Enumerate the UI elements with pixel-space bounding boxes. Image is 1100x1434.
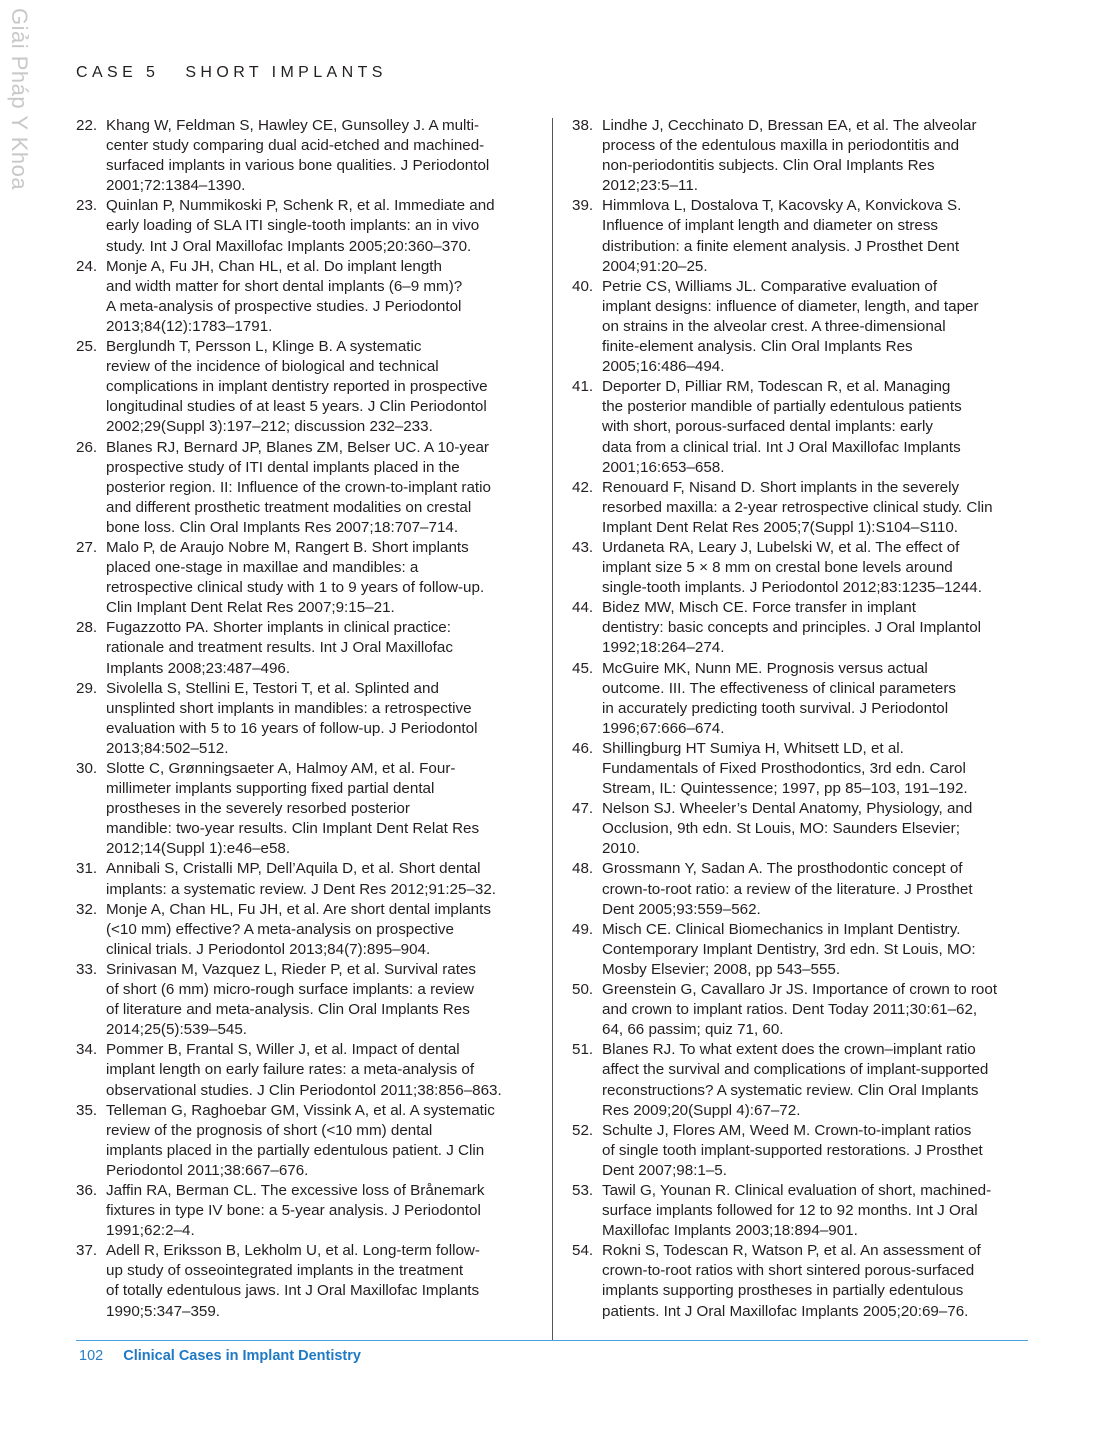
reference-line: clinical trials. J Periodontol 2013;84(7):895–904. — [106, 940, 431, 958]
reference-entry — [572, 277, 1032, 377]
reference-line: Res 2009;20(Suppl 4):67–72. — [602, 1101, 801, 1119]
reference-number: 27. — [76, 538, 98, 556]
reference-line: Adell R, Eriksson B, Lekholm U, et al. Long-term follow- — [106, 1242, 480, 1260]
reference-entry — [572, 1040, 1032, 1120]
reference-line: retrospective clinical study with 1 to 9 years of follow-up. — [106, 579, 485, 597]
reference-line: 2002;29(Suppl 3):197–212; discussion 232–233. — [106, 418, 433, 436]
reference-line: Monje A, Fu JH, Chan HL, et al. Do implant length — [106, 257, 442, 275]
reference-line: Dent 2005;93:559–562. — [602, 900, 761, 918]
reference-line: of single tooth implant-supported restorations. J Prosthet — [602, 1141, 983, 1159]
reference-line: Periodontol 2011;38:667–676. — [106, 1161, 309, 1179]
reference-line: Quinlan P, Nummikoski P, Schenk R, et al. Immediate and — [106, 197, 495, 215]
reference-line: Annibali S, Cristalli MP, Dell’Aquila D, et al. Short dental — [106, 860, 481, 878]
reference-line: 1992;18:264–274. — [602, 639, 725, 657]
watermark-text: Giải Pháp Y Khoa — [7, 8, 32, 191]
reference-line: resorbed maxilla: a 2-year retrospective clinical study. Clin — [602, 498, 993, 516]
reference-line: 2013;84:502–512. — [106, 739, 229, 757]
reference-line: Fugazzotto PA. Shorter implants in clinical practice: — [106, 619, 451, 637]
reference-line: fixtures in type IV bone: a 5-year analysis. J Periodontol — [106, 1202, 481, 1220]
reference-line: (<10 mm) effective? A meta-analysis on prospective — [106, 920, 454, 938]
reference-line: Schulte J, Flores AM, Weed M. Crown-to-implant ratios — [602, 1121, 972, 1139]
reference-line: Occlusion, 9th edn. St Louis, MO: Saunders Elsevier; — [602, 820, 960, 838]
reference-line: center study comparing dual acid-etched and machined- — [106, 137, 485, 155]
reference-line: Srinivasan M, Vazquez L, Rieder P, et al. Survival rates — [106, 960, 477, 978]
reference-line: Petrie CS, Williams JL. Comparative evaluation of — [602, 277, 938, 295]
reference-line: Shillingburg HT Sumiya H, Whitsett LD, et al. — [602, 739, 904, 757]
reference-line: Blanes RJ, Bernard JP, Blanes ZM, Belser UC. A 10-year — [106, 438, 489, 456]
reference-number: 53. — [572, 1181, 594, 1199]
references-left-column — [76, 116, 532, 1322]
reference-line: McGuire MK, Nunn ME. Prognosis versus actual — [602, 659, 928, 677]
reference-line: 2013;84(12):1783–1791. — [106, 317, 273, 335]
reference-number: 24. — [76, 257, 98, 275]
reference-number: 25. — [76, 338, 98, 356]
reference-line: with short, porous-surfaced dental implants: early — [602, 418, 933, 436]
reference-line: Monje A, Chan HL, Fu JH, et al. Are short dental implants — [106, 900, 491, 918]
reference-number: 49. — [572, 920, 594, 938]
reference-line: complications in implant dentistry reported in prospective — [106, 378, 488, 396]
reference-line: implant designs: influence of diameter, length, and taper — [602, 297, 979, 315]
reference-line: placed one-stage in maxillae and mandibles: a — [106, 559, 419, 577]
chapter-title: SHORT IMPLANTS — [185, 64, 387, 81]
reference-line: Renouard F, Nisand D. Short implants in the severely — [602, 478, 960, 496]
reference-number: 33. — [76, 960, 98, 978]
reference-line: Blanes RJ. To what extent does the crown–implant ratio — [602, 1041, 976, 1059]
reference-line: Jaffin RA, Berman CL. The excessive loss of Brånemark — [106, 1181, 485, 1199]
reference-entry — [76, 859, 532, 899]
reference-entry — [572, 377, 1032, 477]
reference-entry — [76, 1040, 532, 1100]
reference-entry — [572, 799, 1032, 859]
reference-line: Khang W, Feldman S, Hawley CE, Gunsolley J. A multi- — [106, 117, 480, 134]
reference-line: Sivolella S, Stellini E, Testori T, et al. Splinted and — [106, 679, 439, 697]
reference-number: 30. — [76, 760, 98, 777]
reference-line: Mosby Elsevier; 2008, pp 543–555. — [602, 960, 841, 978]
reference-line: longitudinal studies of at least 5 years. J Clin Periodontol — [106, 398, 487, 416]
reference-number: 35. — [76, 1101, 98, 1119]
reference-line: review of the incidence of biological and technical — [106, 358, 439, 376]
reference-line: Contemporary Implant Dentistry, 3rd edn. St Louis, MO: — [602, 940, 976, 958]
reference-line: affect the survival and complications of implant-supported — [602, 1061, 989, 1079]
reference-number: 29. — [76, 679, 98, 697]
reference-number: 37. — [76, 1242, 98, 1260]
reference-entry — [76, 960, 532, 1040]
page-number: 102 — [79, 1348, 104, 1364]
reference-line: Implant Dent Relat Res 2005;7(Suppl 1):S104–S110. — [602, 518, 959, 536]
reference-entry — [76, 538, 532, 618]
column-divider — [552, 118, 553, 1340]
reference-number: 32. — [76, 900, 98, 918]
reference-line: early loading of SLA ITI single-tooth implants: an in vivo — [106, 217, 480, 235]
reference-number: 23. — [76, 197, 98, 215]
reference-entry — [76, 900, 532, 960]
reference-line: posterior region. II: Influence of the crown-to-implant ratio — [106, 478, 491, 496]
reference-line: Urdaneta RA, Leary J, Lubelski W, et al. The effect of — [602, 538, 960, 556]
reference-line: 2012;14(Suppl 1):e46–e58. — [106, 840, 291, 858]
reference-number: 40. — [572, 277, 594, 295]
reference-line: crown-to-root ratio: a review of the literature. J Prosthet — [602, 880, 973, 898]
reference-number: 22. — [76, 117, 98, 134]
reference-number: 52. — [572, 1121, 594, 1139]
reference-entry — [572, 739, 1032, 799]
reference-line: implant size 5 × 8 mm on crestal bone levels around — [602, 559, 953, 577]
reference-line: outcome. III. The effectiveness of clinical parameters — [602, 679, 956, 697]
reference-line: non-periodontitis subjects. Clin Oral Implants Res — [602, 157, 935, 175]
reference-line: observational studies. J Clin Periodontol 2011;38:856–863. — [106, 1081, 502, 1099]
reference-number: 42. — [572, 478, 594, 496]
reference-line: Pommer B, Frantal S, Willer J, et al. Impact of dental — [106, 1041, 460, 1059]
reference-line: single-tooth implants. J Periodontol 2012;83:1235–1244. — [602, 579, 982, 597]
reference-number: 47. — [572, 800, 594, 818]
reference-number: 28. — [76, 619, 98, 637]
references-right-column — [572, 116, 1032, 1322]
reference-line: surfaced implants in various bone qualities. J Periodontol — [106, 157, 490, 175]
reference-line: prostheses in the severely resorbed posterior — [106, 800, 410, 818]
reference-line: unsplinted short implants in mandibles: a retrospective — [106, 699, 472, 717]
reference-line: and different prosthetic treatment modalities on crestal — [106, 498, 472, 516]
reference-entry — [572, 1121, 1032, 1181]
reference-line: implant length on early failure rates: a meta-analysis of — [106, 1061, 475, 1079]
reference-line: Bidez MW, Misch CE. Force transfer in implant — [602, 599, 916, 617]
reference-entry — [76, 1241, 532, 1321]
reference-line: 1996;67:666–674. — [602, 719, 725, 737]
reference-line: surface implants followed for 12 to 92 months. Int J Oral — [602, 1202, 978, 1220]
reference-entry — [572, 538, 1032, 598]
reference-line: mandible: two-year results. Clin Implant Dent Relat Res — [106, 820, 480, 838]
page-footer — [79, 1348, 361, 1364]
reference-line: Nelson SJ. Wheeler’s Dental Anatomy, Physiology, and — [602, 800, 973, 818]
reference-entry — [572, 598, 1032, 658]
reference-line: process of the edentulous maxilla in periodontitis and — [602, 137, 960, 155]
reference-entry — [572, 1181, 1032, 1241]
reference-line: study. Int J Oral Maxillofac Implants 2005;20:360–370. — [106, 237, 472, 255]
reference-line: reconstructions? A systematic review. Clin Oral Implants — [602, 1081, 979, 1099]
reference-line: Rokni S, Todescan R, Watson P, et al. An assessment of — [602, 1242, 981, 1260]
running-head — [76, 64, 387, 82]
reference-entry — [76, 337, 532, 437]
reference-line: 1990;5:347–359. — [106, 1302, 221, 1320]
reference-line: in accurately predicting tooth survival. J Periodontol — [602, 699, 949, 717]
reference-line: millimeter implants supporting fixed partial dental — [106, 780, 435, 798]
reference-line: Himmlova L, Dostalova T, Kacovsky A, Konvickova S. — [602, 197, 962, 215]
reference-line: up study of osseointegrated implants in the treatment — [106, 1262, 464, 1280]
reference-number: 36. — [76, 1181, 98, 1199]
reference-line: Stream, IL: Quintessence; 1997, pp 85–103, 191–192. — [602, 780, 968, 798]
reference-line: of literature and meta-analysis. Clin Oral Implants Res — [106, 1001, 470, 1019]
reference-line: implants supporting prostheses in partially edentulous — [602, 1282, 964, 1300]
reference-line: Influence of implant length and diameter on stress — [602, 217, 939, 235]
reference-entry — [76, 759, 532, 859]
reference-line: Grossmann Y, Sadan A. The prosthodontic concept of — [602, 860, 963, 878]
reference-line: rationale and treatment results. Int J Oral Maxillofac — [106, 639, 453, 657]
book-title: Clinical Cases in Implant Dentistry — [123, 1348, 361, 1364]
reference-line: Lindhe J, Cecchinato D, Bressan EA, et al. The alveolar — [602, 117, 977, 134]
reference-line: 2005;16:486–494. — [602, 358, 725, 376]
reference-line: Greenstein G, Cavallaro Jr JS. Importance of crown to root — [602, 981, 998, 999]
reference-line: Tawil G, Younan R. Clinical evaluation of short, machined- — [602, 1181, 992, 1199]
reference-line: 2012;23:5–11. — [602, 177, 698, 195]
reference-entry — [76, 679, 532, 759]
reference-entry — [76, 257, 532, 337]
reference-number: 39. — [572, 197, 594, 215]
reference-number: 38. — [572, 117, 594, 134]
reference-entry — [76, 1101, 532, 1181]
reference-line: crown-to-root ratios with short sintered porous-surfaced — [602, 1262, 975, 1280]
reference-line: implants: a systematic review. J Dent Res 2012;91:25–32. — [106, 880, 497, 898]
reference-line: Maxillofac Implants 2003;18:894–901. — [602, 1222, 858, 1240]
reference-line: 64, 66 passim; quiz 71, 60. — [602, 1021, 784, 1039]
reference-number: 54. — [572, 1242, 594, 1260]
reference-entry — [76, 438, 532, 538]
reference-number: 48. — [572, 860, 594, 878]
reference-entry — [572, 1241, 1032, 1321]
reference-line: Telleman G, Raghoebar GM, Vissink A, et al. A systematic — [106, 1101, 495, 1119]
reference-line: bone loss. Clin Oral Implants Res 2007;18:707–714. — [106, 518, 459, 536]
reference-line: Slotte C, Grønningsaeter A, Halmoy AM, et al. Four- — [106, 760, 456, 777]
reference-line: Dent 2007;98:1–5. — [602, 1161, 727, 1179]
reference-line: 1991;62:2–4. — [106, 1222, 195, 1240]
reference-line: Malo P, de Araujo Nobre M, Rangert B. Short implants — [106, 538, 469, 556]
reference-entry — [572, 920, 1032, 980]
reference-number: 34. — [76, 1041, 98, 1059]
reference-line: prospective study of ITI dental implants placed in the — [106, 458, 460, 476]
reference-line: data from a clinical trial. Int J Oral Maxillofac Implants — [602, 438, 961, 456]
reference-line: review of the prognosis of short (<10 mm) dental — [106, 1121, 433, 1139]
reference-line: finite-element analysis. Clin Oral Implants Res — [602, 338, 913, 356]
reference-entry — [76, 116, 532, 196]
reference-line: of totally edentulous jaws. Int J Oral Maxillofac Implants — [106, 1282, 480, 1300]
reference-line: distribution: a finite element analysis. J Prosthet Dent — [602, 237, 960, 255]
reference-entry — [572, 116, 1032, 196]
reference-number: 44. — [572, 599, 594, 617]
reference-line: implants placed in the partially edentulous patient. J Clin — [106, 1141, 485, 1159]
reference-line: Deporter D, Pilliar RM, Todescan R, et al. Managing — [602, 378, 951, 396]
reference-number: 50. — [572, 981, 594, 999]
reference-line: of short (6 mm) micro-rough surface implants: a review — [106, 981, 474, 999]
reference-line: Misch CE. Clinical Biomechanics in Implant Dentistry. — [602, 920, 961, 938]
reference-number: 41. — [572, 378, 594, 396]
reference-line: evaluation with 5 to 16 years of follow-up. J Periodontol — [106, 719, 478, 737]
reference-line: on strains in the alveolar crest. A three-dimensional — [602, 317, 946, 335]
reference-line: Fundamentals of Fixed Prosthodontics, 3rd edn. Carol — [602, 760, 966, 777]
reference-line: A meta-analysis of prospective studies. J Periodontol — [106, 297, 462, 315]
reference-line: 2010. — [602, 840, 641, 858]
reference-number: 31. — [76, 860, 98, 878]
reference-entry — [76, 196, 532, 256]
reference-number: 26. — [76, 438, 98, 456]
reference-line: dentistry: basic concepts and principles. J Oral Implantol — [602, 619, 982, 637]
reference-entry — [572, 859, 1032, 919]
reference-line: and width matter for short dental implants (6–9 mm)? — [106, 277, 463, 295]
reference-number: 51. — [572, 1041, 594, 1059]
reference-line: patients. Int J Oral Maxillofac Implants 2005;20:69–76. — [602, 1302, 969, 1320]
reference-number: 43. — [572, 538, 594, 556]
reference-line: Implants 2008;23:487–496. — [106, 659, 291, 677]
reference-line: 2001;16:653–658. — [602, 458, 725, 476]
case-label: CASE 5 — [76, 64, 160, 81]
reference-line: Clin Implant Dent Relat Res 2007;9:15–21. — [106, 599, 395, 617]
reference-entry — [572, 478, 1032, 538]
reference-entry — [572, 659, 1032, 739]
reference-number: 46. — [572, 739, 594, 757]
reference-entry — [76, 618, 532, 678]
reference-line: Berglundh T, Persson L, Klinge B. A systematic — [106, 338, 422, 356]
reference-line: the posterior mandible of partially edentulous patients — [602, 398, 962, 416]
reference-line: 2001;72:1384–1390. — [106, 177, 246, 195]
reference-line: 2014;25(5):539–545. — [106, 1021, 248, 1039]
reference-entry — [76, 1181, 532, 1241]
reference-entry — [572, 980, 1032, 1040]
reference-line: 2004;91:20–25. — [602, 257, 708, 275]
reference-line: and crown to implant ratios. Dent Today 2011;30:61–62, — [602, 1001, 978, 1019]
footer-rule — [76, 1340, 1028, 1341]
reference-entry — [572, 196, 1032, 276]
reference-number: 45. — [572, 659, 594, 677]
